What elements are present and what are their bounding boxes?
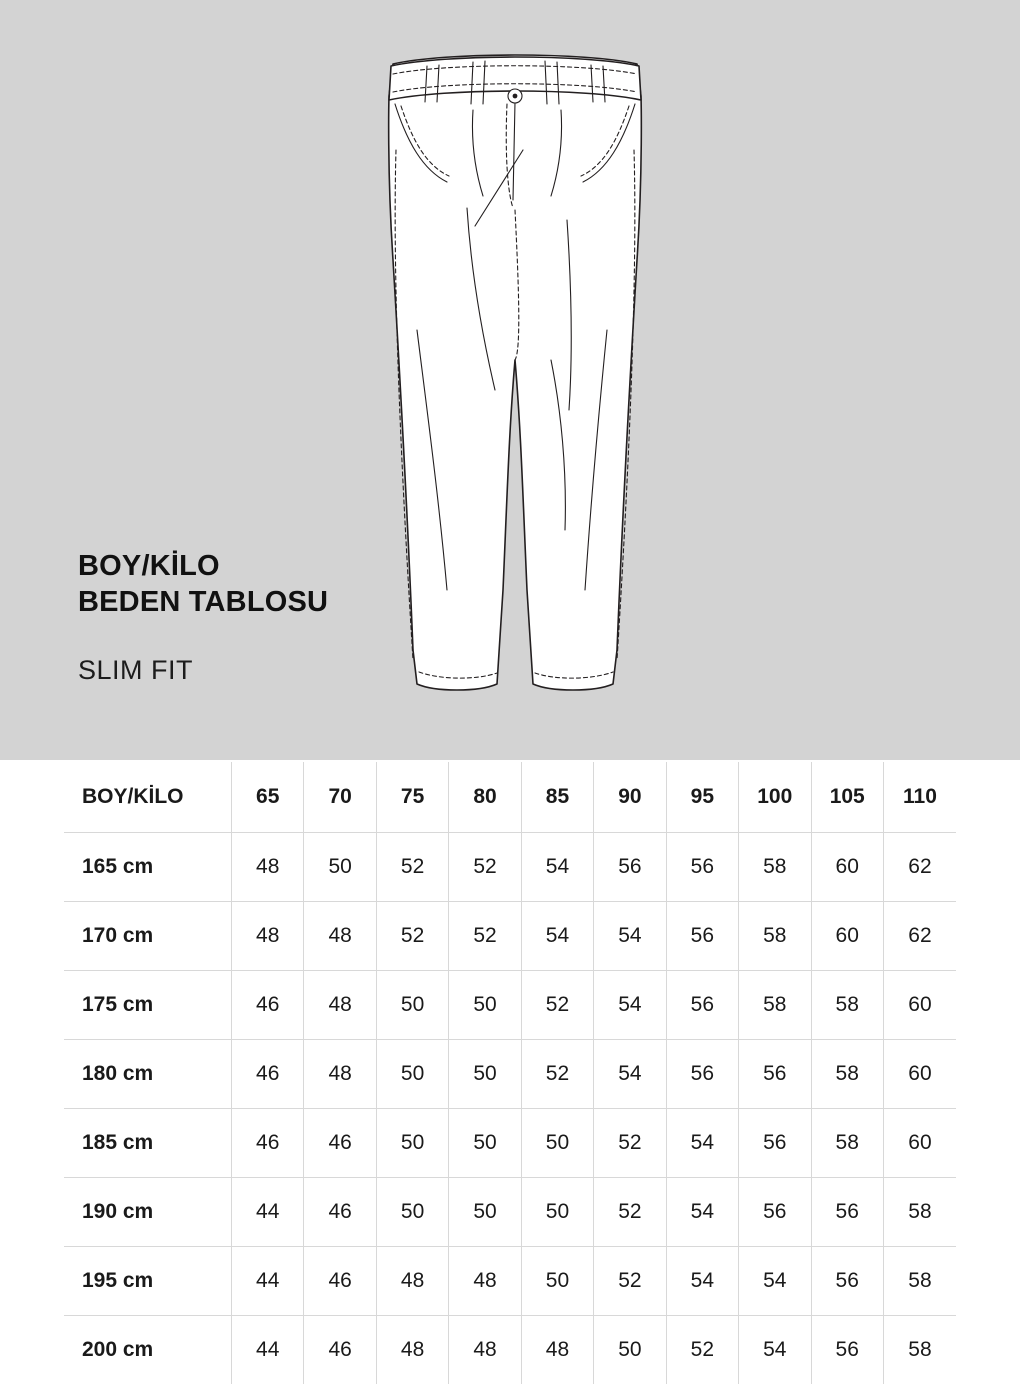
cell-175-95: 56 [666, 971, 738, 1040]
size-table [64, 762, 956, 1384]
cell-195-100: 54 [739, 1247, 811, 1316]
cell-180-95: 56 [666, 1040, 738, 1109]
cell-185-85: 50 [521, 1109, 593, 1178]
cell-180-110: 60 [883, 1040, 956, 1109]
cell-180-105: 58 [811, 1040, 883, 1109]
page-title-line-1: BOY/KİLO [78, 548, 398, 584]
cell-185-95: 54 [666, 1109, 738, 1178]
column-header-70: 70 [304, 762, 376, 833]
cell-170-70: 48 [304, 902, 376, 971]
cell-175-110: 60 [883, 971, 956, 1040]
cell-165-100: 58 [739, 833, 811, 902]
cell-185-80: 50 [449, 1109, 521, 1178]
cell-195-110: 58 [883, 1247, 956, 1316]
cell-200-110: 58 [883, 1316, 956, 1384]
cell-195-80: 48 [449, 1247, 521, 1316]
cell-170-85: 54 [521, 902, 593, 971]
cell-200-70: 46 [304, 1316, 376, 1384]
cell-185-90: 52 [594, 1109, 666, 1178]
cell-180-90: 54 [594, 1040, 666, 1109]
row-header-180: 180 cm [64, 1040, 232, 1109]
cell-170-100: 58 [739, 902, 811, 971]
cell-200-85: 48 [521, 1316, 593, 1384]
cell-185-65: 46 [232, 1109, 304, 1178]
column-header-75: 75 [376, 762, 448, 833]
cell-190-70: 46 [304, 1178, 376, 1247]
cell-180-80: 50 [449, 1040, 521, 1109]
cell-175-75: 50 [376, 971, 448, 1040]
cell-185-110: 60 [883, 1109, 956, 1178]
cell-165-70: 50 [304, 833, 376, 902]
cell-175-70: 48 [304, 971, 376, 1040]
cell-175-65: 46 [232, 971, 304, 1040]
table-row [64, 971, 956, 1040]
fit-subtitle: SLIM FIT [78, 655, 398, 686]
column-header-80: 80 [449, 762, 521, 833]
table-row [64, 902, 956, 971]
trousers-illustration [355, 30, 675, 710]
cell-175-90: 54 [594, 971, 666, 1040]
cell-185-100: 56 [739, 1109, 811, 1178]
cell-185-105: 58 [811, 1109, 883, 1178]
cell-175-80: 50 [449, 971, 521, 1040]
cell-190-65: 44 [232, 1178, 304, 1247]
cell-200-80: 48 [449, 1316, 521, 1384]
table-row [64, 1247, 956, 1316]
cell-195-65: 44 [232, 1247, 304, 1316]
row-header-175: 175 cm [64, 971, 232, 1040]
cell-175-105: 58 [811, 971, 883, 1040]
cell-200-95: 52 [666, 1316, 738, 1384]
cell-200-105: 56 [811, 1316, 883, 1384]
cell-165-105: 60 [811, 833, 883, 902]
cell-185-75: 50 [376, 1109, 448, 1178]
cell-190-100: 56 [739, 1178, 811, 1247]
cell-175-85: 52 [521, 971, 593, 1040]
page-title-line-2: BEDEN TABLOSU [78, 584, 398, 620]
size-table-body [64, 833, 956, 1384]
hero-heading-block [78, 548, 398, 686]
column-header-100: 100 [739, 762, 811, 833]
cell-180-70: 48 [304, 1040, 376, 1109]
cell-195-95: 54 [666, 1247, 738, 1316]
table-corner-label: BOY/KİLO [64, 762, 232, 833]
cell-190-80: 50 [449, 1178, 521, 1247]
cell-195-75: 48 [376, 1247, 448, 1316]
cell-190-105: 56 [811, 1178, 883, 1247]
cell-185-70: 46 [304, 1109, 376, 1178]
cell-190-95: 54 [666, 1178, 738, 1247]
cell-165-95: 56 [666, 833, 738, 902]
column-header-85: 85 [521, 762, 593, 833]
table-header-row [64, 762, 956, 833]
size-table-head [64, 762, 956, 833]
table-row [64, 1178, 956, 1247]
row-header-170: 170 cm [64, 902, 232, 971]
column-header-65: 65 [232, 762, 304, 833]
cell-165-110: 62 [883, 833, 956, 902]
cell-180-65: 46 [232, 1040, 304, 1109]
cell-195-70: 46 [304, 1247, 376, 1316]
cell-180-100: 56 [739, 1040, 811, 1109]
cell-170-80: 52 [449, 902, 521, 971]
table-row [64, 1040, 956, 1109]
cell-200-100: 54 [739, 1316, 811, 1384]
cell-190-75: 50 [376, 1178, 448, 1247]
cell-200-90: 50 [594, 1316, 666, 1384]
cell-195-85: 50 [521, 1247, 593, 1316]
table-row [64, 1109, 956, 1178]
size-table-wrapper [64, 762, 956, 1384]
cell-170-75: 52 [376, 902, 448, 971]
cell-200-65: 44 [232, 1316, 304, 1384]
cell-170-105: 60 [811, 902, 883, 971]
cell-175-100: 58 [739, 971, 811, 1040]
row-header-190: 190 cm [64, 1178, 232, 1247]
column-header-95: 95 [666, 762, 738, 833]
cell-190-90: 52 [594, 1178, 666, 1247]
table-row [64, 1316, 956, 1384]
cell-165-80: 52 [449, 833, 521, 902]
row-header-195: 195 cm [64, 1247, 232, 1316]
column-header-90: 90 [594, 762, 666, 833]
cell-170-110: 62 [883, 902, 956, 971]
cell-170-90: 54 [594, 902, 666, 971]
column-header-105: 105 [811, 762, 883, 833]
cell-190-85: 50 [521, 1178, 593, 1247]
cell-170-95: 56 [666, 902, 738, 971]
cell-200-75: 48 [376, 1316, 448, 1384]
cell-165-75: 52 [376, 833, 448, 902]
row-header-165: 165 cm [64, 833, 232, 902]
cell-180-75: 50 [376, 1040, 448, 1109]
row-header-200: 200 cm [64, 1316, 232, 1384]
cell-180-85: 52 [521, 1040, 593, 1109]
cell-165-65: 48 [232, 833, 304, 902]
cell-195-105: 56 [811, 1247, 883, 1316]
cell-170-65: 48 [232, 902, 304, 971]
cell-190-110: 58 [883, 1178, 956, 1247]
cell-165-85: 54 [521, 833, 593, 902]
cell-165-90: 56 [594, 833, 666, 902]
row-header-185: 185 cm [64, 1109, 232, 1178]
cell-195-90: 52 [594, 1247, 666, 1316]
table-row [64, 833, 956, 902]
column-header-110: 110 [883, 762, 956, 833]
